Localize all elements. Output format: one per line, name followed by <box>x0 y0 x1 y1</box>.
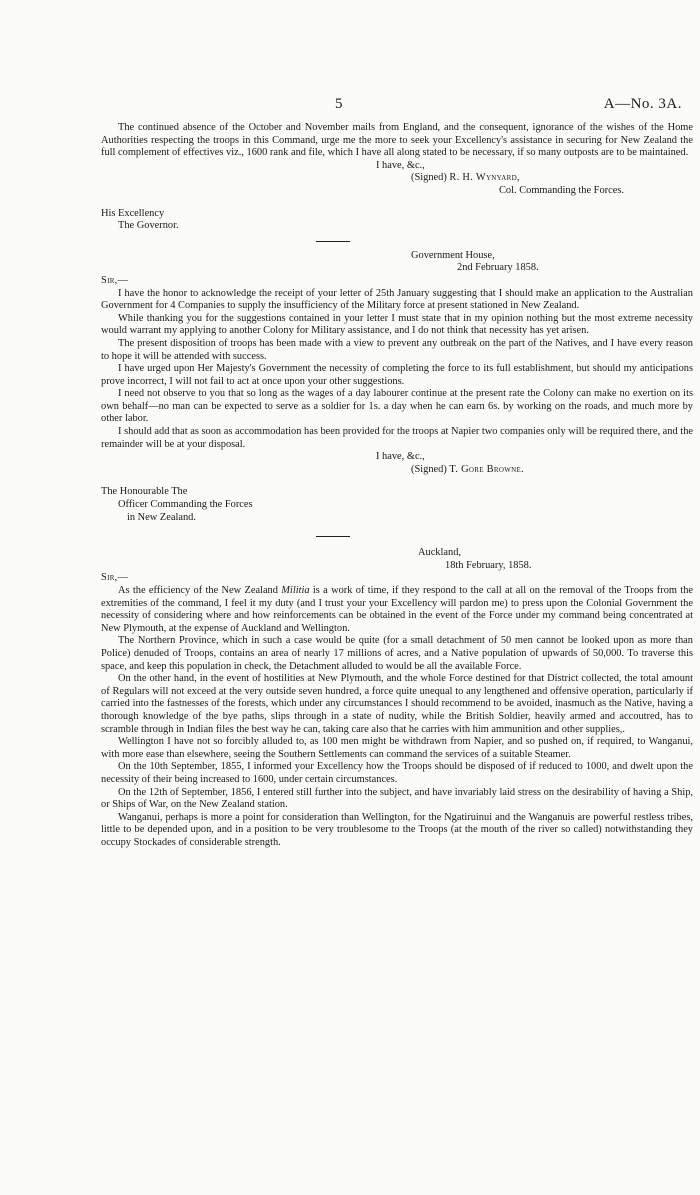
paragraph: Wanganui, perhaps is more a point for consideration than Wellington, for the Ngatiruinui and the Wanganuis are powerful restless tribes, little to be depended upon, and in a position to be very troublesome to the Troops (at the mouth of the river so called) notwithstanding they occupy Stockades of considerable strength. <box>101 811 693 848</box>
signature-name: R. H. Wynyard, <box>449 172 520 184</box>
letter-date: 2nd February 1858. <box>457 262 539 274</box>
paragraph <box>101 585 693 635</box>
page-header <box>0 96 700 116</box>
paragraph: On the 10th September, 1855, I informed your Excellency how the Troops should be disposed of if reduced to 1000, and dwelt upon the necessity of their being increased to 1600, under certain circumstances. <box>101 761 693 785</box>
paragraph: I should add that as soon as accommodation has been provided for the troops at Napier two companies only will be required there, and the remainder will be at your disposal. <box>101 426 693 450</box>
paragraph: The Northern Province, which in such a case would be quite (for a small detachment of 50 men cannot be looked upon as more than Police) denuded of Troops, contains an area of nearly 17 millions of acres, and a Native population of upwards of 50,000. To traverse this space, and keep this population in check, the Detachment alluded to would be all the available Force. <box>101 635 693 672</box>
section-divider <box>316 536 350 537</box>
paragraph: On the other hand, in the event of hostilities at New Plymouth, and the whole Force destined for that District collected, the total amount of Regulars will not exceed at the very outside seven hundred, a force quite unequal to any lengthened and offensive operation, particularly if carried into the fastnesses of the forests, which under any circumstances I should recommend to be avoided, inasmuch as the Native, having a thorough knowledge of the bye paths, slips through in a state of nudity, while the British Soldier, heavily armed and accoutred, has to scramble through in Indian files the best way he can, taking care also that he carries with him ammunition and other supplies,. <box>101 673 693 735</box>
addressee-line: in New Zealand. <box>127 511 196 523</box>
letter-place: Government House, <box>411 249 495 261</box>
paragraph: While thanking you for the suggestions contained in your letter I must state that in my opinion nothing but the most extreme necessity would warrant my applying to another Colony for Military assistance, and I do not think that necessity has yet arisen. <box>101 312 693 337</box>
addressee-line: The Governor. <box>118 220 179 232</box>
letter-place: Auckland, <box>418 547 461 559</box>
paragraph: The present disposition of troops has been made with a view to prevent any outbreak on the part of the Natives, and I have every reason to hope it will be attended with success. <box>101 337 693 362</box>
signed-label: (Signed) <box>411 463 447 475</box>
paragraph-text: As the efficiency of the New Zealand <box>118 585 282 596</box>
paragraph-text: is a work of time, if they respond to the call at all on the removal of the Troops from the extremities of the command, I feel it my duty (and I trust your your Excellency will pardon me) to press upon the Colonial Government the necessity of considering where and how reinforcements can be obtained in the event of the Force under my command being concentrated at New Plymouth, at the expense of Auckland and Wellington. <box>101 585 694 634</box>
salutation: Sir,— <box>101 572 129 584</box>
page-number: 5 <box>335 96 343 112</box>
addressee-line: His Excellency <box>101 207 165 219</box>
letter2-signature-line <box>101 464 693 477</box>
addressee-line: The Honourable The <box>101 486 188 498</box>
signature-name: T. Gore Browne. <box>449 463 524 475</box>
emphasis-text: Militia <box>281 585 310 596</box>
paragraph: I have urged upon Her Majesty's Government the necessity of completing the force to its full establishment, but should my anticipations prove incorrect, I will not fail to act at once upon your other suggestions. <box>101 363 693 387</box>
paragraph: I need not observe to you that so long as the wages of a day labourer continue at the present rate the Colony can make no exertion on its own behalf—no man can be expected to serve as a soldier for 1s. a day when he can earn 6s. by working on the roads, and much more by other labor. <box>101 388 693 425</box>
document-body <box>101 122 693 849</box>
paragraph: On the 12th of September, 1856, I entered still further into the subject, and have invariably laid stress on the desirability of having a Ship, or Ships of War, on the New Zealand station. <box>101 786 693 811</box>
paragraph: I have the honor to acknowledge the receipt of your letter of 25th January suggesting that I should make an application to the Australian Government for 4 Companies to supply the insufficiency of the Military force at present stationed in New Zealand. <box>101 287 693 312</box>
salutation: Sir,— <box>101 274 129 286</box>
letter1-body: The continued absence of the October and November mails from England, and the consequent, ignorance of the wishes of the Home Authorities respecting the troops in this Command, urge me the more to seek your Excellency's assistance in securing for New Zealand the full complement of effectives viz., 1600 rank and file, which I have all along stated to be necessary, if so many outposts are to be maintained. <box>101 122 693 159</box>
letter1-closing: I have, &c., <box>376 159 425 171</box>
section-divider <box>316 241 350 242</box>
document-reference: A—No. 3A. <box>603 96 682 112</box>
letter1-signature-line <box>101 172 693 185</box>
signature-title: Col. Commanding the Forces. <box>499 184 624 196</box>
signed-label: (Signed) <box>411 172 447 184</box>
letter2-closing: I have, &c., <box>376 451 425 463</box>
addressee-line: Officer Commanding the Forces <box>118 499 253 511</box>
paragraph: Wellington I have not so forcibly alluded to, as 100 men might be withdrawn from Napier, and so pushed on, if required, to Wanganui, with more ease than elsewhere, seeing the Southern Settlements can command the services of a suitable Steamer. <box>101 736 693 760</box>
letter-date: 18th February, 1858. <box>445 559 532 571</box>
